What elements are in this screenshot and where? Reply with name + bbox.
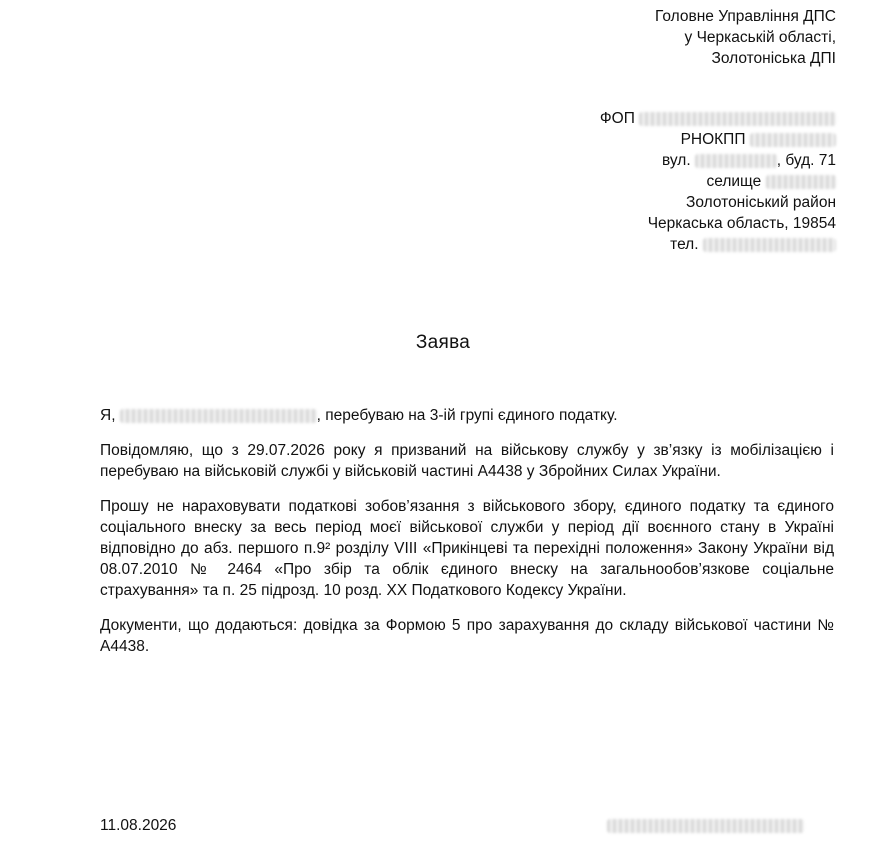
sender-phone-prefix: тел. bbox=[670, 236, 699, 253]
p1-name-redacted bbox=[120, 409, 317, 423]
sender-street-redacted bbox=[695, 154, 777, 168]
sender-district: Золотоніський район bbox=[686, 194, 836, 211]
sender-rnokpp-redacted bbox=[750, 133, 836, 147]
signature-date: 11.08.2026 bbox=[100, 817, 177, 834]
recipient-line-2: у Черкаській області, bbox=[684, 29, 836, 46]
sender-village-redacted bbox=[766, 175, 836, 189]
sender-rnokpp-line bbox=[600, 129, 836, 150]
sender-rnokpp-prefix: РНОКПП bbox=[680, 131, 746, 148]
p1-prefix: Я, bbox=[100, 407, 116, 424]
document-body bbox=[100, 405, 834, 671]
sender-fop-prefix: ФОП bbox=[599, 110, 635, 127]
paragraph-1 bbox=[100, 405, 834, 426]
paragraph-3: Прошу не нараховувати податкові зобов’язання з військового збору, єдиного податку та єдиного соціального внеску за весь період моєї військової служби у період дії воєнного стану в Україні відповідно до абз. першого п.9² розділу VIII «Прикінцеві та перехідні положення» Закону України від 08.07.2010 № 2464 «Про збір та облік єдиного внеску на загальнообов’язкове соціальне страхування» та п. 25 підрозд. 10 розд. XX Податкового Кодексу України. bbox=[100, 498, 834, 599]
sender-village-line bbox=[600, 171, 836, 192]
sender-phone-line bbox=[600, 234, 836, 255]
recipient-line-3: Золотоніська ДПІ bbox=[711, 50, 836, 67]
sender-fop-line bbox=[600, 108, 836, 129]
document-title: Заява bbox=[415, 332, 471, 353]
recipient-block bbox=[655, 6, 836, 69]
sender-street-suffix: , буд. 71 bbox=[776, 152, 836, 169]
sender-block bbox=[600, 108, 836, 255]
sender-region: Черкаська область, 19854 bbox=[647, 215, 836, 232]
sender-street-line bbox=[600, 150, 836, 171]
sender-phone-redacted bbox=[703, 238, 836, 252]
sender-street-prefix: вул. bbox=[661, 152, 691, 169]
recipient-line-1: Головне Управління ДПС bbox=[655, 8, 836, 25]
sender-village-prefix: селище bbox=[706, 173, 762, 190]
sender-fop-name-redacted bbox=[639, 112, 836, 126]
p1-suffix: , перебуваю на 3-ій групі єдиного податку. bbox=[316, 407, 618, 424]
signature-name-redacted bbox=[607, 819, 804, 833]
signature-name bbox=[607, 817, 804, 835]
paragraph-2: Повідомляю, що з 29.07.2026 року я призваний на військову службу у зв’язку із мобілізацією і перебуваю на військовій службі у військовій частині А4438 у Збройних Силах України. bbox=[100, 442, 834, 480]
paragraph-4: Документи, що додаються: довідка за Формою 5 про зарахування до складу військової частини № А4438. bbox=[100, 617, 834, 655]
